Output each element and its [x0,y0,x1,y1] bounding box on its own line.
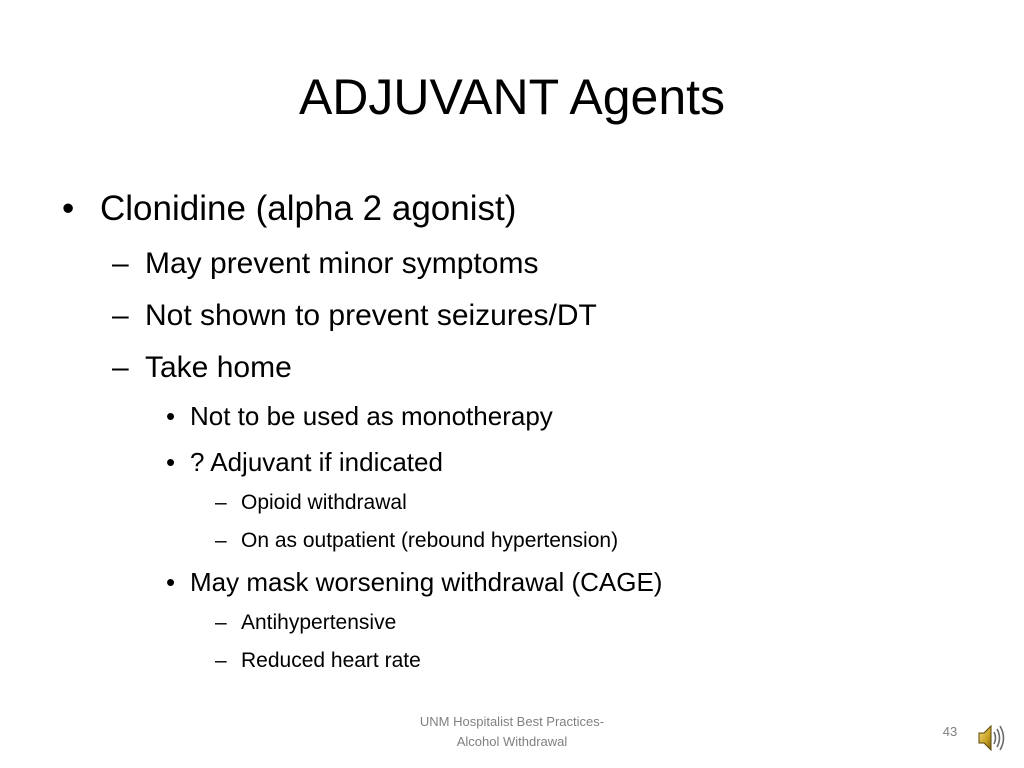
bullet-minor-symptoms: May prevent minor symptoms [145,247,539,280]
dash-marker: – [215,491,227,514]
slide-footer [362,712,662,752]
bullet-opioid-withdrawal: Opioid withdrawal [241,491,407,514]
bullet-outpatient: On as outpatient (rebound hypertension) [241,529,619,552]
dash-marker: – [112,351,129,384]
footer-line-2: Alcohol Withdrawal [456,734,568,749]
slide-title: ADJUVANT Agents [298,69,726,125]
bullet-seizures: Not shown to prevent seizures/DT [145,299,597,332]
dash-marker: – [112,299,129,332]
bullet-marker: • [62,189,75,228]
bullet-mask-withdrawal: May mask worsening withdrawal (CAGE) [190,567,663,597]
dash-marker: – [215,611,227,634]
page-number: 43 [942,724,958,739]
bullet-marker: • [166,447,176,477]
speaker-icon[interactable] [976,718,1006,758]
bullet-take-home: Take home [145,351,292,384]
bullet-marker: • [166,401,176,431]
dash-marker: – [112,247,129,280]
dash-marker: – [215,649,227,672]
bullet-heart-rate: Reduced heart rate [241,649,421,672]
bullet-antihypertensive: Antihypertensive [241,611,397,634]
bullet-monotherapy: Not to be used as monotherapy [190,401,553,431]
dash-marker: – [215,529,227,552]
footer-line-1: UNM Hospitalist Best Practices- [419,714,605,729]
bullet-marker: • [166,567,176,597]
bullet-adjuvant: ? Adjuvant if indicated [190,447,443,477]
bullet-clonidine: Clonidine (alpha 2 agonist) [100,189,517,228]
